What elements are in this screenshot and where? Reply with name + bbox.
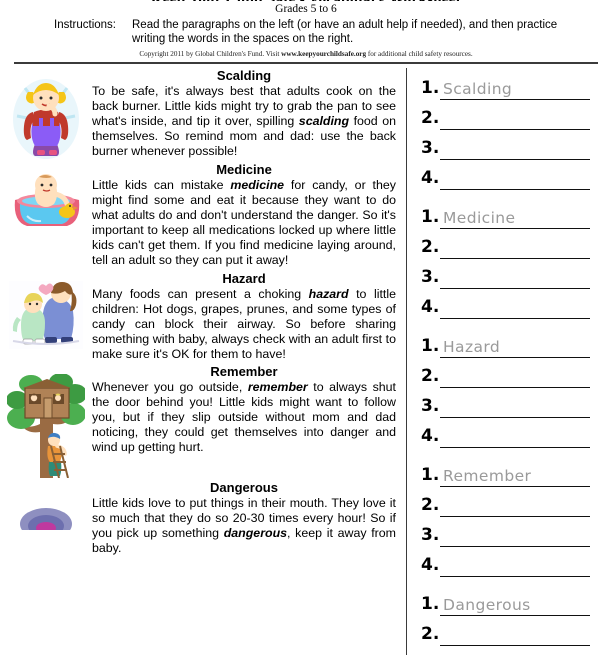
instructions-label: Instructions: [54, 19, 116, 31]
practice-write-line[interactable] [440, 335, 590, 358]
lesson-block [0, 480, 406, 556]
lesson-text [92, 68, 406, 159]
practice-number: 4. [421, 297, 440, 317]
practice-sample-word: Dangerous [443, 596, 531, 614]
lesson-illustration [0, 68, 92, 160]
practice-row [421, 457, 612, 487]
practice-row [421, 70, 612, 100]
practice-sample-word: Medicine [443, 209, 516, 227]
girl-eating-clipart [9, 78, 83, 160]
instructions-text: Read the paragraphs on the left (or have an adult help if needed), and then practice writing the words in the spaces on the right. [132, 19, 558, 45]
lesson-paragraph: Little kids love to put things in their mouth. They love it so much that they do so 20-30 times every hour! So if you pick up something dangerous, keep it away from baby. [92, 496, 396, 556]
practice-row [421, 358, 612, 388]
practice-row [421, 388, 612, 418]
practice-number: 2. [421, 495, 440, 515]
practice-group-hazard [421, 328, 612, 448]
practice-group-scalding [421, 70, 612, 190]
practice-row [421, 259, 612, 289]
copyright-suffix: for additional child safety resources. [366, 50, 473, 58]
practice-write-line[interactable] [440, 593, 590, 616]
practice-write-line[interactable] [440, 236, 590, 259]
practice-write-line[interactable] [440, 206, 590, 229]
practice-write-line[interactable] [440, 494, 590, 517]
practice-row [421, 160, 612, 190]
practice-number: 2. [421, 366, 440, 386]
grade-level-label: Grades 5 to 6 [275, 3, 337, 15]
practice-row [421, 418, 612, 448]
practice-number: 1. [421, 465, 440, 485]
practice-write-line[interactable] [440, 266, 590, 289]
practice-row [421, 586, 612, 616]
practice-number: 4. [421, 168, 440, 188]
practice-write-line[interactable] [440, 107, 590, 130]
treehouse-clipart [7, 374, 85, 478]
practice-group-dangerous [421, 586, 612, 646]
practice-write-line[interactable] [440, 296, 590, 319]
worksheet-body [0, 64, 612, 655]
practice-number: 2. [421, 624, 440, 644]
practice-write-line[interactable] [440, 524, 590, 547]
practice-sample-word: Scalding [443, 80, 513, 98]
practice-sample-word: Hazard [443, 338, 501, 356]
practice-write-line[interactable] [440, 623, 590, 646]
practice-row [421, 199, 612, 229]
practice-group-medicine [421, 199, 612, 319]
kids-with-adult-clipart [9, 281, 83, 349]
lesson-title: Dangerous [210, 480, 278, 496]
practice-number: 1. [421, 207, 440, 227]
lesson-title: Hazard [222, 270, 266, 286]
lesson-illustration [0, 480, 92, 530]
practice-row [421, 229, 612, 259]
practice-row [421, 616, 612, 646]
practice-number: 3. [421, 267, 440, 287]
practice-number: 4. [421, 555, 440, 575]
lesson-text [92, 271, 406, 362]
lesson-illustration [0, 271, 92, 349]
copyright-prefix: Copyright 2011 by Global Children's Fund. Visit [139, 50, 282, 58]
practice-number: 1. [421, 336, 440, 356]
practice-write-line[interactable] [440, 137, 590, 160]
lesson-illustration [0, 162, 92, 234]
practice-number: 3. [421, 525, 440, 545]
website-link[interactable]: www.keepyourchildsafe.org [281, 50, 367, 58]
practice-group-remember [421, 457, 612, 577]
lesson-title: Remember [210, 364, 278, 380]
lesson-title: Scalding [216, 68, 272, 83]
practice-row [421, 100, 612, 130]
reading-column [0, 64, 406, 655]
worksheet-header [0, 0, 612, 64]
practice-row [421, 130, 612, 160]
instructions-row [8, 19, 604, 46]
practice-number: 2. [421, 237, 440, 257]
lesson-paragraph: Whenever you go outside, remember to always shut the door behind you! Little kids might want to follow you, but if they slip outside without mom and dad noticing, they could get themselves into danger and wind up getting hurt. [92, 380, 396, 455]
practice-write-line[interactable] [440, 77, 590, 100]
lesson-block [0, 364, 406, 478]
practice-row [421, 289, 612, 319]
practice-write-line[interactable] [440, 167, 590, 190]
practice-number: 4. [421, 426, 440, 446]
practice-write-line[interactable] [440, 425, 590, 448]
practice-write-line[interactable] [440, 464, 590, 487]
lesson-block [0, 271, 406, 362]
practice-write-line[interactable] [440, 554, 590, 577]
practice-row [421, 328, 612, 358]
practice-number: 1. [421, 594, 440, 614]
lesson-text [92, 480, 406, 556]
lesson-block [0, 68, 406, 160]
lesson-paragraph: Little kids can mistake medicine for candy, or they might find some and eat it because they want to do what adults do and don't understand the danger. So it's important to keep all medications locked up where little kids can't get them. If you find medicine laying around, tell an adult so they can put it away! [92, 178, 396, 268]
practice-number: 3. [421, 396, 440, 416]
practice-sample-word: Remember [443, 467, 532, 485]
practice-column [407, 64, 612, 655]
practice-row [421, 487, 612, 517]
copyright-notice [8, 50, 604, 58]
lesson-paragraph: To be safe, it's always best that adults cook on the back burner. Little kids might try to grab the pan to see what's inside, and tip it over, spilling scalding food on themselves. So remind mom and dad: use the back burner whenever possible! [92, 84, 396, 159]
lesson-block [0, 162, 406, 269]
lesson-paragraph: Many foods can present a choking hazard to little children: Hot dogs, grapes, prunes, and some types of candy can block their airway. So before sharing something with baby, always check with an adult first to make sure it's OK for them to have! [92, 286, 396, 361]
page-title [8, 0, 604, 1]
lesson-text [92, 364, 406, 455]
baby-in-bathtub-clipart [9, 172, 83, 234]
practice-number: 2. [421, 108, 440, 128]
lesson-illustration [0, 364, 92, 478]
baby-purple-clipart [9, 490, 83, 530]
practice-row [421, 547, 612, 577]
practice-number: 1. [421, 78, 440, 98]
lesson-title: Medicine [216, 162, 272, 177]
practice-number: 3. [421, 138, 440, 158]
practice-row [421, 517, 612, 547]
practice-write-line[interactable] [440, 365, 590, 388]
lesson-text [92, 162, 406, 269]
practice-write-line[interactable] [440, 395, 590, 418]
